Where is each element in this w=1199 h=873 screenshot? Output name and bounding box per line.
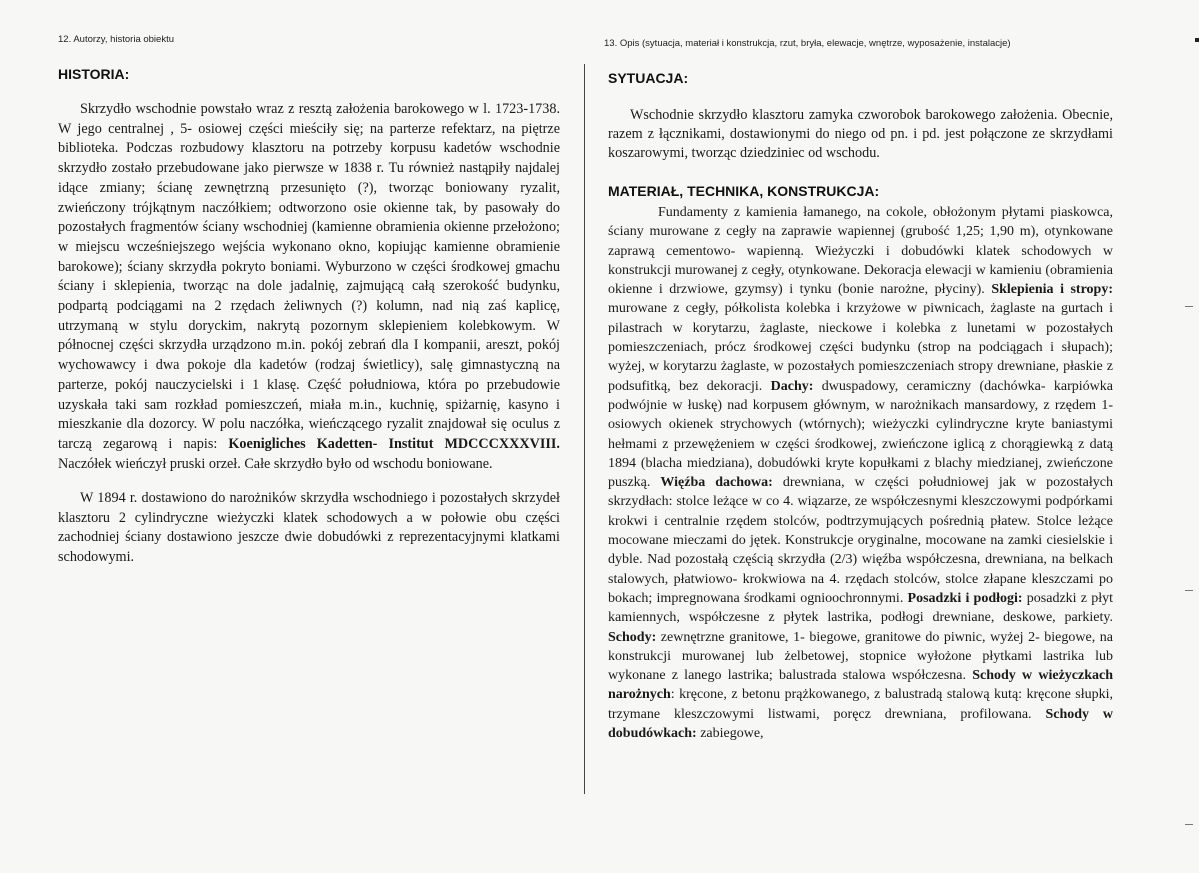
sytuacja-paragraph: Wschodnie skrzydło klasztoru zamyka czworobok barokowego założenia. Obecnie, razem z łącznikami, dostawionymi do niego od pn. i pd. jest połączone ze skrzydłami koszarowymi, tworząc dziedziniec od wschodu. — [608, 107, 1113, 162]
sytuacja-heading: SYTUACJA: — [608, 70, 689, 86]
material-bold-run: Dachy: — [770, 378, 814, 394]
historia-heading: HISTORIA: — [58, 66, 130, 82]
edge-tick — [1185, 824, 1193, 825]
material-text-run: murowane z cegły, półkolista kolebka i krzyżowe w piwnicach, żaglaste na gurtach i pilastrach w korytarzu, żaglaste, nieckowe i kolebka z lunetami w pozostałych pomieszczeniach, prócz środkowej części budynku (strop na podciągach i słupach); wyżej, w korytarzu żaglaste, w pozostałych pomieszczeniach stropy drewniane, płaskie z podsufitką, bez dekoracji. — [608, 301, 1113, 394]
historia-paragraph-2: W 1894 r. dostawiono do narożników skrzydła wschodniego i pozostałych skrzydeł klasztoru 2 cylindryczne wieżyczki klatek schodowych a w połowie obu części zachodniej ściany dostawiono jeszcze dwie dobudówki z reprezentacyjnymi klatkami schodowymi. — [58, 490, 560, 566]
material-paragraph — [608, 203, 1113, 743]
left-column-header: 12. Autorzy, historia obiektu — [58, 34, 174, 45]
edge-tick — [1185, 306, 1193, 307]
material-bold-run: Więźba dachowa: — [660, 475, 773, 491]
material-text-run: Fundamenty z kamienia łamanego, na cokole, obłożonym płytami piaskowca, ściany murowane z cegły na zaprawie wapiennej (grubość 1,25; 1,90 m), otynkowane zaprawą cementowo- wapienną. Wieżyczki i dobudówki klatek schodowych w konstrukcji murowanej z cegły, otynkowane. Dekoracja elewacji w kamieniu (obramienia okienne i drzwiowe, gzymsy) i tynku (bonie narożne, płyciny). — [608, 205, 1113, 298]
column-divider — [584, 64, 585, 794]
material-text-run: : kręcone, z betonu prążkowanego, z balustradą stalową kutą: kręcone słupki, trzymane kleszczowymi listwami, poręcz drewniana, profilowana. — [608, 687, 1113, 722]
material-bold-run: Sklepienia i stropy: — [991, 282, 1114, 298]
historia-bold-run: Koenigliches Kadetten- Institut MDCCCXXXVIII. — [228, 435, 560, 452]
material-text-run: zabiegowe, — [696, 726, 764, 742]
material-bold-run: Schody: — [608, 629, 657, 645]
historia-paragraph-1 — [58, 100, 560, 474]
material-text-run: posadzki z płyt kamiennych, współczesne z płytek lastrika, podłogi drewniane, deskowe, parkiety. — [608, 590, 1113, 626]
material-bold-run: Schody w wieżyczkach narożnych — [608, 668, 1113, 703]
right-column-header: 13. Opis (sytuacja, materiał i konstrukcja, rzut, bryła, elewacje, wnętrze, wyposażenie, instalacje) — [604, 38, 1011, 49]
historia-text-run: Skrzydło wschodnie powstało wraz z resztą założenia barokowego w l. 1723-1738. W jego centralnej , 5- osiowej części mieściły się; na parterze refektarz, na piętrze biblioteka. Podczas rozbudowy klasztoru na potrzeby korpusu kadetów wschodnie skrzydło zostało przebudowane jako pierwsze w 1838 r. Tu również nastąpiły najdalej idące zmiany; ścianę zewnętrzną przesunięto (?), tworząc boniowany ryzalit, zwieńczony trójkątnym naczółkiem; odtworzono osie okienne tak, by pasowały do pozostałych fragmentów ściany wschodniej (kamienne obramienia okienne przełożono; w miejscu wcześniejszego wejścia wykonano okno, kopiując kamienne obramienie barokowe); ściany skrzydła pokryto boniami. Wyburzono w części środkowej gmachu ściany i sklepienia, tworząc na dole jadalnię, zajmującą całą szerokość budynku, podpartą podciągami na 2 rzędach żeliwnych (?) kolumn, nad nią zaś kaplicę, utrzymaną w stylu doryckim, nakrytą pozornym sklepieniem kolebkowym. W północnej części skrzydła urządzono m.in. pokój zebrań dla I kompanii, areszt, pokój wychowawcy i dwa pokoje dla kadetów (rodzaj świetlicy), salę gimnastyczną na parterze, pokój nauczycielski i 1 klasę. Część południowa, która po przebudowie uzyskała taki sam rozkład pomieszczeń, miała m.in., kuchnię, spiżarnię, kasyno i mieszkanie dla dozorcy. W polu naczółka, wieńczącego ryzalit znajdował się oculus z tarczą zegarową i napis: — [58, 101, 560, 452]
edge-tick — [1185, 590, 1193, 591]
material-text-run: drewniana, w części południowej jak w pozostałych skrzydłach: stolce leżące w co 4. wiązarze, ze współczesnymi kleszczowymi podpórkami krokwi i centralnie rzędem stolców, podtrzymujących pośrednią płatew. Stolce leżące mocowane mieczami do jętek. Konstrukcje oryginalne, mocowane na zamki ciesielskie i dyble. Nad pozostałą częścią skrzydła (2/3) więźba współczesna, drewniana, na belkach stalowych, płatwiowo- krokwiowa na 4. rzędach stolców, stolce złapane kleszczami po bokach; impregnowana środkami ognioochronnymi. — [608, 475, 1113, 606]
material-bold-run: Posadzki i podłogi: — [907, 590, 1023, 606]
material-heading: MATERIAŁ, TECHNIKA, KONSTRUKCJA: — [608, 183, 880, 199]
material-bold-run: Schody w dobudówkach: — [608, 706, 1114, 742]
material-text-run: dwuspadowy, ceramiczny (dachówka- karpiówka podwójnie w łuskę) nad korpusem głównym, w narożnikach mansardowy, z rzędem 1- osiowych okienek strychowych (wtórnych); wieżyczki cylindryczne kryte baniastymi hełmami z przewężeniem w części środkowej, zwieńczone iglicą z chorągiewką z datą 1894 (blacha miedziana), dobudówki kryte kopułkami z blachy miedzianej, zwieńczone puszką. — [608, 378, 1113, 491]
edge-mark — [1195, 38, 1199, 42]
material-text-run: zewnętrzne granitowe, 1- biegowe, granitowe do piwnic, wyżej 2- biegowe, na konstrukcji murowanej lub żelbetowej, stopnice wyłożone płytkami lastrika lub wykonane z lanego lastrika; balustrada stalowa współczesna. — [608, 629, 1113, 684]
historia-text-run: Naczółek wieńczył pruski orzeł. Całe skrzydło było od wschodu boniowane. — [58, 455, 493, 472]
